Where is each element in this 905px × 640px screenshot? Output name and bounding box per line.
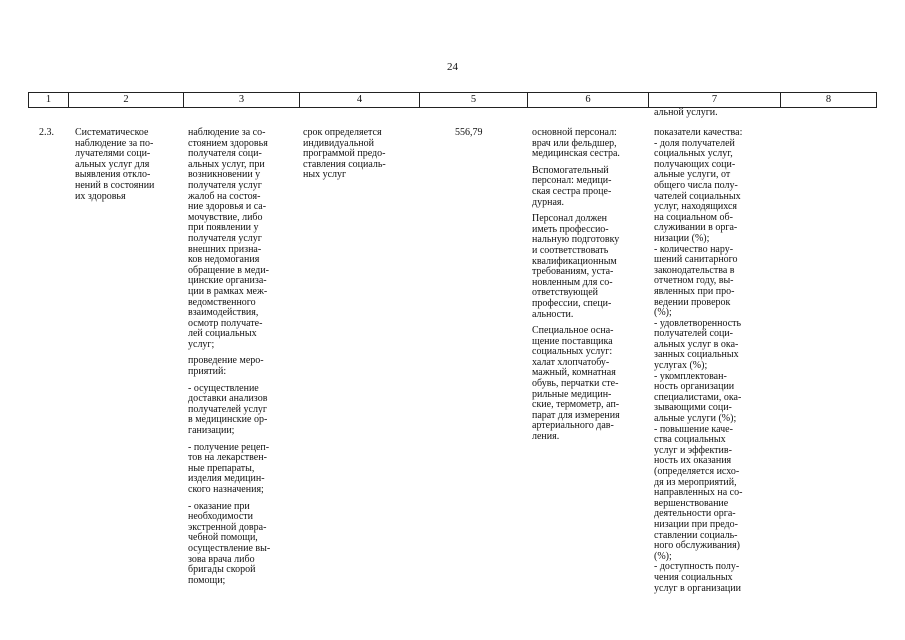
- column-number-5: 5: [420, 93, 528, 108]
- service-cost: 556,79: [455, 127, 483, 138]
- service-name: Систематическое наблюдение за по- лучателями соци- альных услуг для выявления откло- нений в состоянии их здоровья: [75, 127, 155, 202]
- column-number-8: 8: [781, 93, 877, 108]
- column-number-6: 6: [528, 93, 649, 108]
- column-number-1: 1: [29, 93, 69, 108]
- column-header-row: [28, 92, 877, 108]
- service-description: наблюдение за со- стоянием здоровья получателя соци- альных услуг, при возникновении у получателя услуг жалоб на состоя- ние здоровья и са- мочувствие, либо при появлении у получателя услуг внешних призна- ков недомогания обращение в меди- цинские организа- ции в рамках меж- ведомственного взаимодействия, осмотр получате- лей социальных услуг; проведение меро- приятий: - осуществление доставки анализов получателей услуг в медицинские ор- ганизации; - получение рецеп- тов на лекарствен- ные препараты, изделия медицин- ского назначения; - оказание при необходимости экстренной довра- чебной помощи, осуществление вы- зова врача либо бригады скорой помощи;: [188, 127, 271, 586]
- column-number-2: 2: [69, 93, 184, 108]
- quality-spill-text: альной услуги.: [654, 107, 718, 118]
- column-number-3: 3: [184, 93, 300, 108]
- page-number: 24: [447, 61, 458, 73]
- column-number-4: 4: [300, 93, 420, 108]
- quality-indicators: показатели качества: - доля получателей социальных услуг, получающих соци- альные услуги, от общего числа полу- чателей социальных услуг, находящихся на социальном об- служивании в орга- низации (%); - количество нару- шений санитарного законодательства в отчетном году, вы- явленных при про- ведении проверок (%); - удовлетворенность получателей соци- альных услуг в ока- занных социальных услугах (%); - укомплектован- ность организации специалистами, ока- зывающими соци- альные услуги (%); - повышение каче- ства социальных услуг и эффектив- ность их оказания (определяется исхо- дя из мероприятий, направленных на со- вершенствование деятельности орга- низации при предо- ставлении социаль- ного обслуживания) (%); - доступность полу- чения социальных услуг в организации: [654, 127, 743, 594]
- service-term: срок определяется индивидуальной программой предо- ставления социаль- ных услуг: [303, 127, 386, 181]
- column-number-7: 7: [649, 93, 781, 108]
- staff-and-equipment: основной персонал: врач или фельдшер, медицинская сестра. Вспомогательный персонал: медици- ская сестра проце- дурная. Персонал должен иметь профессио- нальную подготовку и соответствовать квалификационным требованиям, уста- новленным для со- ответствующей профессии, специ- альности. Специальное осна- щение поставщика социальных услуг: халат хлопчатобу- мажный, комнатная обувь, перчатки сте- рильные медицин- ские, термометр, ап- парат для измерения артериального дав- ления.: [532, 127, 620, 443]
- row-number: 2.3.: [39, 127, 54, 138]
